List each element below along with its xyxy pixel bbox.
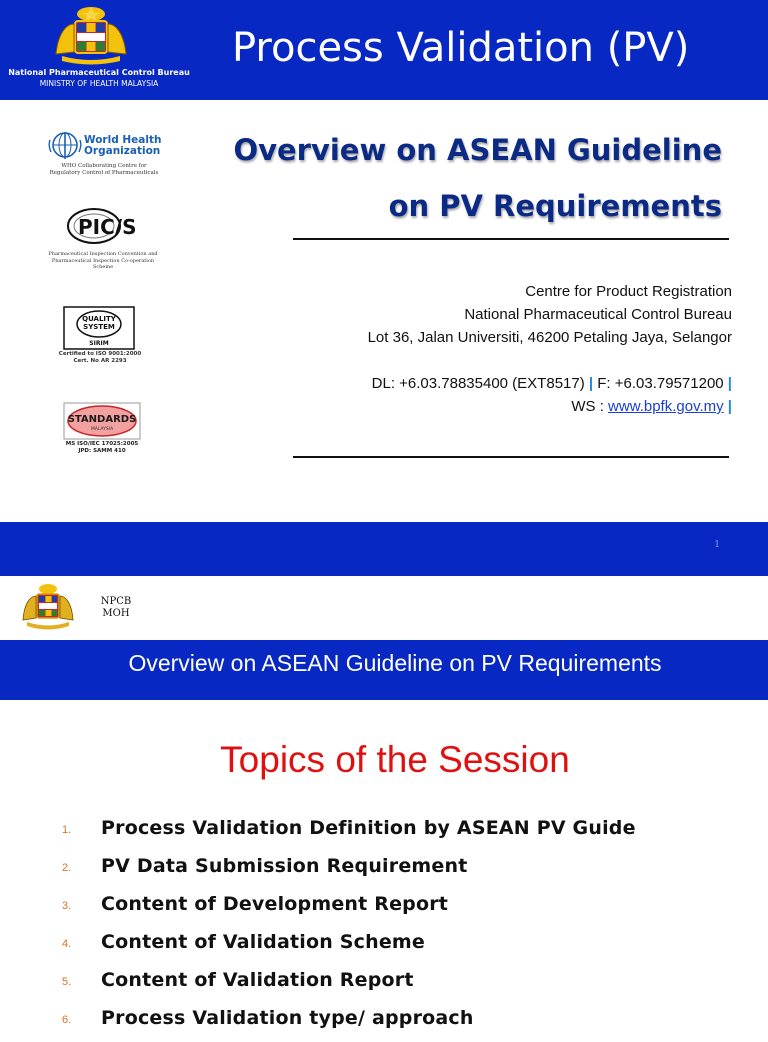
direct-line: DL: +6.03.78835400 (EXT8517)	[371, 375, 585, 392]
separator: |	[727, 398, 732, 415]
list-item	[0, 852, 768, 890]
page-number: 1	[714, 540, 720, 550]
list-item-number: 4.	[62, 938, 72, 950]
org-line2: MOH	[102, 608, 130, 619]
sirim-caption	[52, 351, 148, 365]
malaysia-crest-icon	[18, 582, 78, 632]
list-item-number: 2.	[62, 862, 72, 874]
subtitle-line2: on PV Requirements	[388, 189, 722, 223]
website-link[interactable]: www.bpfk.gov.my	[608, 398, 724, 415]
address-block	[272, 280, 732, 349]
slide-subtitle	[222, 122, 722, 234]
list-item	[0, 890, 768, 928]
sirim-line3: SIRIM	[89, 340, 109, 347]
band-title: Overview on ASEAN Guideline on PV Requirements	[128, 650, 662, 676]
standards-word: STANDARDS	[67, 414, 137, 425]
list-item	[0, 966, 768, 1004]
sirim-caption-line2: Cert. No AR 2293	[73, 358, 127, 364]
pics-mark: PIC/S	[78, 215, 137, 239]
website-label: WS :	[571, 398, 604, 415]
address-line1: Centre for Product Registration	[525, 283, 732, 300]
sirim-caption-line1: Certified to ISO 9001:2000	[58, 351, 142, 357]
contact-block	[272, 372, 732, 418]
list-item-text: Content of Development Report	[101, 893, 449, 915]
fax-number: F: +6.03.79571200	[597, 375, 724, 392]
standards-caption-line1: MS ISO/IEC 17025:2005	[65, 441, 139, 447]
malaysia-crest-icon	[48, 4, 134, 66]
contact-line1	[272, 372, 732, 395]
ministry-name: MINISTRY OF HEALTH MALAYSIA	[39, 79, 159, 88]
who-caption: WHO Collaborating Centre for Regulatory Control of Pharmaceuticals	[49, 163, 159, 176]
who-name-line2: Organization	[84, 145, 161, 157]
slide-title: Process Validation (PV)	[232, 25, 690, 71]
divider-bottom	[293, 456, 729, 458]
org-abbreviation	[96, 596, 136, 620]
org-name: National Pharmaceutical Control Bureau	[8, 68, 190, 77]
list-item-text: Content of Validation Report	[101, 969, 414, 991]
standards-caption-line2: JPD: SAMM 410	[78, 448, 126, 454]
standards-caption	[56, 441, 148, 455]
who-emblem-icon	[48, 130, 82, 160]
address-line2: National Pharmaceutical Control Bureau	[464, 306, 732, 323]
pics-logo-icon	[64, 204, 140, 248]
list-item-number: 3.	[62, 900, 72, 912]
list-item-number: 5.	[62, 976, 72, 988]
contact-line2	[272, 395, 732, 418]
sirim-line2: SYSTEM	[83, 323, 115, 331]
list-item-number: 1.	[62, 824, 72, 836]
standards-sub: MALAYSIA	[90, 427, 114, 432]
list-item-number: 6.	[62, 1014, 72, 1026]
list-item-text: PV Data Submission Requirement	[101, 855, 468, 877]
separator: |	[588, 375, 594, 392]
list-item-text: Process Validation type/ approach	[101, 1007, 474, 1029]
standards-malaysia-logo-icon	[63, 402, 141, 440]
slide-footer-band	[0, 522, 768, 576]
list-item	[0, 928, 768, 966]
topics-slide	[0, 576, 768, 1029]
address-line3: Lot 36, Jalan Universiti, 46200 Petaling Jaya, Selangor	[367, 329, 732, 346]
slide-header-band	[0, 640, 768, 700]
sirim-line1: QUALITY	[82, 315, 116, 323]
list-item	[0, 814, 768, 852]
divider-top	[293, 238, 729, 240]
list-item-text: Process Validation Definition by ASEAN PV Guide	[101, 817, 636, 839]
pics-caption: Pharmaceutical Inspection Convention and Pharmaceutical Inspection Co-operation Scheme	[48, 251, 158, 270]
who-name-line1: World Health	[84, 134, 162, 146]
list-item-text: Content of Validation Scheme	[101, 931, 426, 953]
sirim-quality-logo-icon	[63, 306, 135, 350]
slide-header-band	[0, 0, 768, 100]
subtitle-line1: Overview on ASEAN Guideline	[233, 133, 722, 167]
list-item	[0, 1004, 768, 1042]
who-logo-name	[84, 135, 164, 157]
slide-title: Topics of the Session	[220, 739, 570, 780]
separator: |	[727, 375, 732, 392]
org-line1: NPCB	[100, 596, 132, 607]
